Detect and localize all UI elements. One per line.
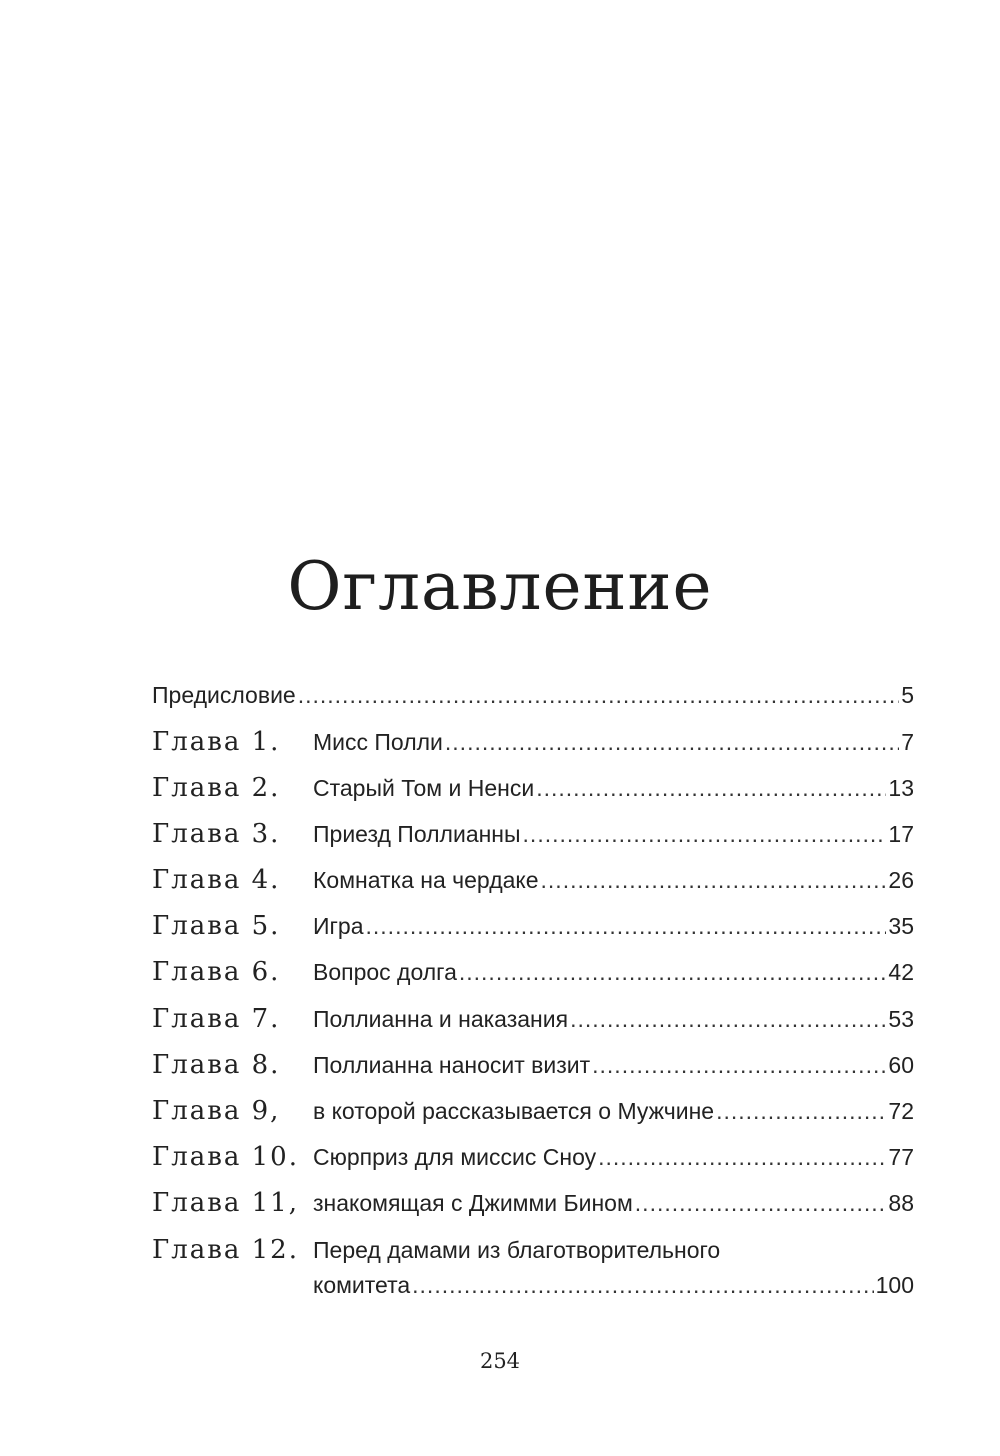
toc-entry-page: 35 — [888, 913, 914, 939]
dot-leader — [298, 673, 899, 717]
chapter-label: Глава 3. — [152, 819, 281, 849]
toc-entry-title: Предисловие — [152, 682, 296, 708]
chapter-label: Глава 8. — [152, 1050, 281, 1080]
toc-entry-page: 88 — [888, 1190, 914, 1216]
toc-entry — [313, 720, 914, 764]
toc-row-chapter-4 — [0, 858, 1000, 902]
toc-row-chapter-7 — [0, 997, 1000, 1041]
toc-entry — [313, 766, 914, 810]
toc-row-chapter-10 — [0, 1135, 1000, 1179]
chapter-label: Глава 7. — [152, 1004, 281, 1034]
toc-entry-title: Вопрос долга — [313, 959, 457, 985]
chapter-label: Глава 9, — [152, 1096, 281, 1126]
toc-entry-title: в которой рассказывается о Мужчине — [313, 1098, 715, 1124]
toc-entry-title-line1: Перед дамами из благотворительного — [313, 1237, 721, 1263]
chapter-label: Глава 5. — [152, 911, 281, 941]
toc-entry — [313, 858, 914, 902]
chapter-label: Глава 2. — [152, 773, 281, 803]
chapter-label: Глава 1. — [152, 727, 281, 757]
toc-entry-page: 53 — [888, 1006, 914, 1032]
toc-entry-page: 60 — [888, 1052, 914, 1078]
toc-entry-title: Поллианна наносит визит — [313, 1052, 591, 1078]
toc-entry — [313, 1089, 914, 1133]
dot-leader — [523, 812, 887, 856]
toc-entry-page: 100 — [875, 1272, 914, 1298]
toc-row-chapter-9 — [0, 1089, 1000, 1133]
toc-entry-page: 72 — [888, 1098, 914, 1124]
page-number: 254 — [479, 1349, 521, 1373]
dot-leader — [366, 904, 887, 948]
toc-row-chapter-8 — [0, 1043, 1000, 1087]
toc-entry-page: 17 — [888, 821, 914, 847]
toc-entry-title: Приезд Поллианны — [313, 821, 521, 847]
dot-leader — [592, 1043, 886, 1087]
dot-leader — [570, 997, 886, 1041]
toc-row-preface — [0, 673, 1000, 717]
page-title: Оглавление — [287, 548, 713, 625]
chapter-label: Глава 4. — [152, 865, 281, 895]
toc-entry-title: Поллианна и наказания — [313, 1006, 569, 1032]
dot-leader — [459, 950, 887, 994]
toc-row-chapter-11 — [0, 1181, 1000, 1225]
chapter-label: Глава 11, — [152, 1188, 299, 1218]
toc-entry-title: Сюрприз для миссис Сноу — [313, 1144, 597, 1170]
toc-row-chapter-12-cont — [0, 1263, 1000, 1307]
toc-entry — [313, 904, 914, 948]
toc-entry-title-line2: комитета — [313, 1272, 411, 1298]
toc-entry — [152, 673, 914, 717]
dot-leader — [541, 858, 887, 902]
dot-leader — [445, 720, 899, 764]
toc-row-chapter-1 — [0, 720, 1000, 764]
dot-leader — [412, 1263, 873, 1307]
toc-entry-page: 7 — [901, 729, 914, 755]
toc-row-chapter-6 — [0, 950, 1000, 994]
toc-entry-page: 5 — [901, 682, 914, 708]
toc-row-chapter-5 — [0, 904, 1000, 948]
toc-entry — [313, 1135, 914, 1179]
toc-entry-page: 77 — [888, 1144, 914, 1170]
toc-entry — [313, 997, 914, 1041]
dot-leader — [598, 1135, 886, 1179]
toc-entry-page: 26 — [888, 867, 914, 893]
dot-leader — [536, 766, 886, 810]
toc-entry — [313, 950, 914, 994]
toc-entry-page: 42 — [888, 959, 914, 985]
toc-entry-page: 13 — [888, 775, 914, 801]
toc-entry — [313, 812, 914, 856]
chapter-label: Глава 12. — [152, 1235, 299, 1265]
toc-entry-title: Старый Том и Ненси — [313, 775, 535, 801]
chapter-label: Глава 6. — [152, 957, 281, 987]
toc-entry-title: Мисс Полли — [313, 729, 443, 755]
toc-row-chapter-2 — [0, 766, 1000, 810]
dot-leader — [635, 1181, 887, 1225]
toc-entry — [313, 1043, 914, 1087]
toc-row-chapter-3 — [0, 812, 1000, 856]
toc-entry — [313, 1263, 914, 1307]
toc-entry-title: Игра — [313, 913, 364, 939]
toc-entry-title: Комнатка на чердаке — [313, 867, 539, 893]
chapter-label: Глава 10. — [152, 1142, 299, 1172]
toc-entry — [313, 1181, 914, 1225]
dot-leader — [716, 1089, 886, 1133]
toc-entry-title: знакомящая с Джимми Бином — [313, 1190, 633, 1216]
